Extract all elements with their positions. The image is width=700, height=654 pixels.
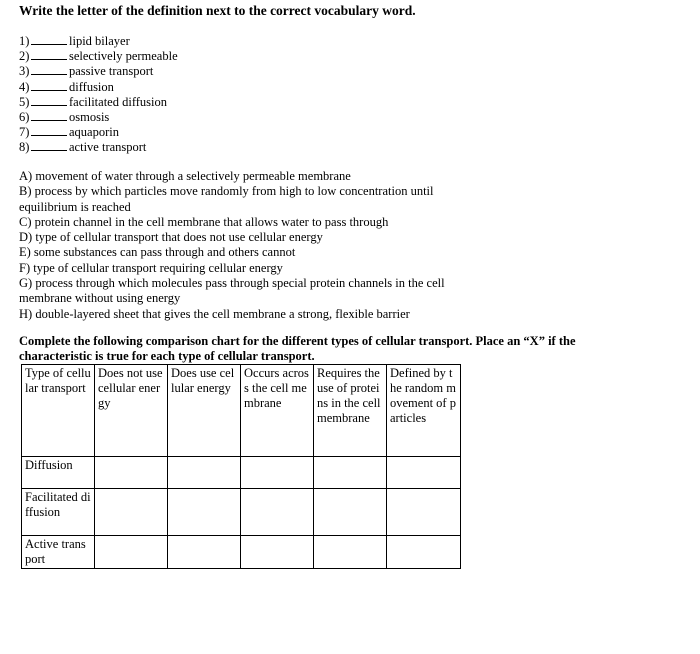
row-label-cell: Facilitated diffusion (22, 489, 95, 536)
vocab-number: 3) (19, 64, 30, 79)
answer-blank[interactable] (31, 48, 67, 60)
vocab-number: 4) (19, 79, 30, 94)
vocab-item (19, 48, 178, 63)
definitions-list (19, 169, 469, 322)
vocab-number: 8) (19, 140, 30, 155)
vocab-item (19, 94, 178, 109)
answer-cell[interactable] (241, 457, 314, 489)
chart-row (22, 457, 461, 489)
vocab-word: aquaporin (69, 125, 119, 140)
vocab-item (19, 79, 178, 94)
answer-blank[interactable] (31, 124, 67, 136)
vocab-word: facilitated diffusion (69, 94, 168, 109)
answer-cell[interactable] (241, 536, 314, 569)
answer-cell[interactable] (314, 457, 387, 489)
answer-cell[interactable] (168, 536, 241, 569)
answer-cell[interactable] (314, 536, 387, 569)
vocab-word: lipid bilayer (69, 34, 130, 48)
definition-item: F) type of cellular transport requiring cellular energy (19, 260, 283, 275)
answer-cell[interactable] (95, 536, 168, 569)
definition-item: H) double-layered sheet that gives the cell membrane a strong, flexible barrier (19, 306, 410, 321)
chart-header-cell: Type of cellular transport (22, 365, 95, 457)
vocab-word: osmosis (69, 109, 110, 124)
definition-item: B) process by which particles move randomly from high to low concentration until equilibrium is reached (19, 184, 434, 214)
vocab-number: 5) (19, 94, 30, 109)
vocab-word: diffusion (69, 79, 114, 94)
chart-instructions: Complete the following comparison chart for the different types of cellular transport. Place an “X” if the characteristic is true for each type of cellular transport. (19, 334, 576, 363)
answer-cell[interactable] (95, 457, 168, 489)
vocab-word: passive transport (69, 64, 154, 79)
definition-item: E) some substances can pass through and others cannot (19, 245, 296, 260)
chart-row (22, 536, 461, 569)
definition-item: D) type of cellular transport that does not use cellular energy (19, 230, 323, 245)
answer-blank[interactable] (31, 94, 67, 106)
vocab-item (19, 63, 178, 78)
chart-header-cell: Does use cellular energy (168, 365, 241, 457)
vocab-item (19, 33, 178, 48)
answer-cell[interactable] (387, 489, 461, 536)
answer-blank[interactable] (31, 109, 67, 121)
chart-row (22, 489, 461, 536)
vocab-item (19, 109, 178, 124)
definition-item: G) process through which molecules pass through special protein channels in the cell membrane without using energy (19, 276, 445, 306)
comparison-chart (21, 364, 461, 569)
chart-header-cell: Does not use cellular energy (95, 365, 168, 457)
vocab-word: active transport (69, 140, 147, 155)
answer-blank[interactable] (31, 79, 67, 91)
answer-cell[interactable] (387, 536, 461, 569)
vocab-word: selectively permeable (69, 49, 178, 64)
vocab-number: 1) (19, 34, 30, 48)
definition-item: C) protein channel in the cell membrane that allows water to pass through (19, 214, 389, 229)
answer-cell[interactable] (168, 489, 241, 536)
answer-cell[interactable] (168, 457, 241, 489)
chart-header-cell: Occurs across the cell membrane (241, 365, 314, 457)
answer-cell[interactable] (314, 489, 387, 536)
chart-header-row (22, 365, 461, 457)
vocab-number: 2) (19, 49, 30, 64)
answer-blank[interactable] (31, 33, 67, 45)
answer-cell[interactable] (95, 489, 168, 536)
answer-cell[interactable] (387, 457, 461, 489)
chart-header-cell: Defined by the random movement of particles (387, 365, 461, 457)
vocab-item (19, 139, 178, 154)
chart-header-cell: Requires the use of proteins in the cell membrane (314, 365, 387, 457)
answer-blank[interactable] (31, 139, 67, 151)
vocab-item (19, 124, 178, 139)
vocab-instructions: Write the letter of the definition next to the correct vocabulary word. (19, 3, 416, 18)
answer-cell[interactable] (241, 489, 314, 536)
row-label-cell: Diffusion (22, 457, 95, 489)
vocab-list (19, 33, 178, 155)
vocab-number: 7) (19, 125, 30, 140)
answer-blank[interactable] (31, 63, 67, 75)
definition-item: A) movement of water through a selectively permeable membrane (19, 169, 351, 183)
vocab-number: 6) (19, 109, 30, 124)
row-label-cell: Active transport (22, 536, 95, 569)
